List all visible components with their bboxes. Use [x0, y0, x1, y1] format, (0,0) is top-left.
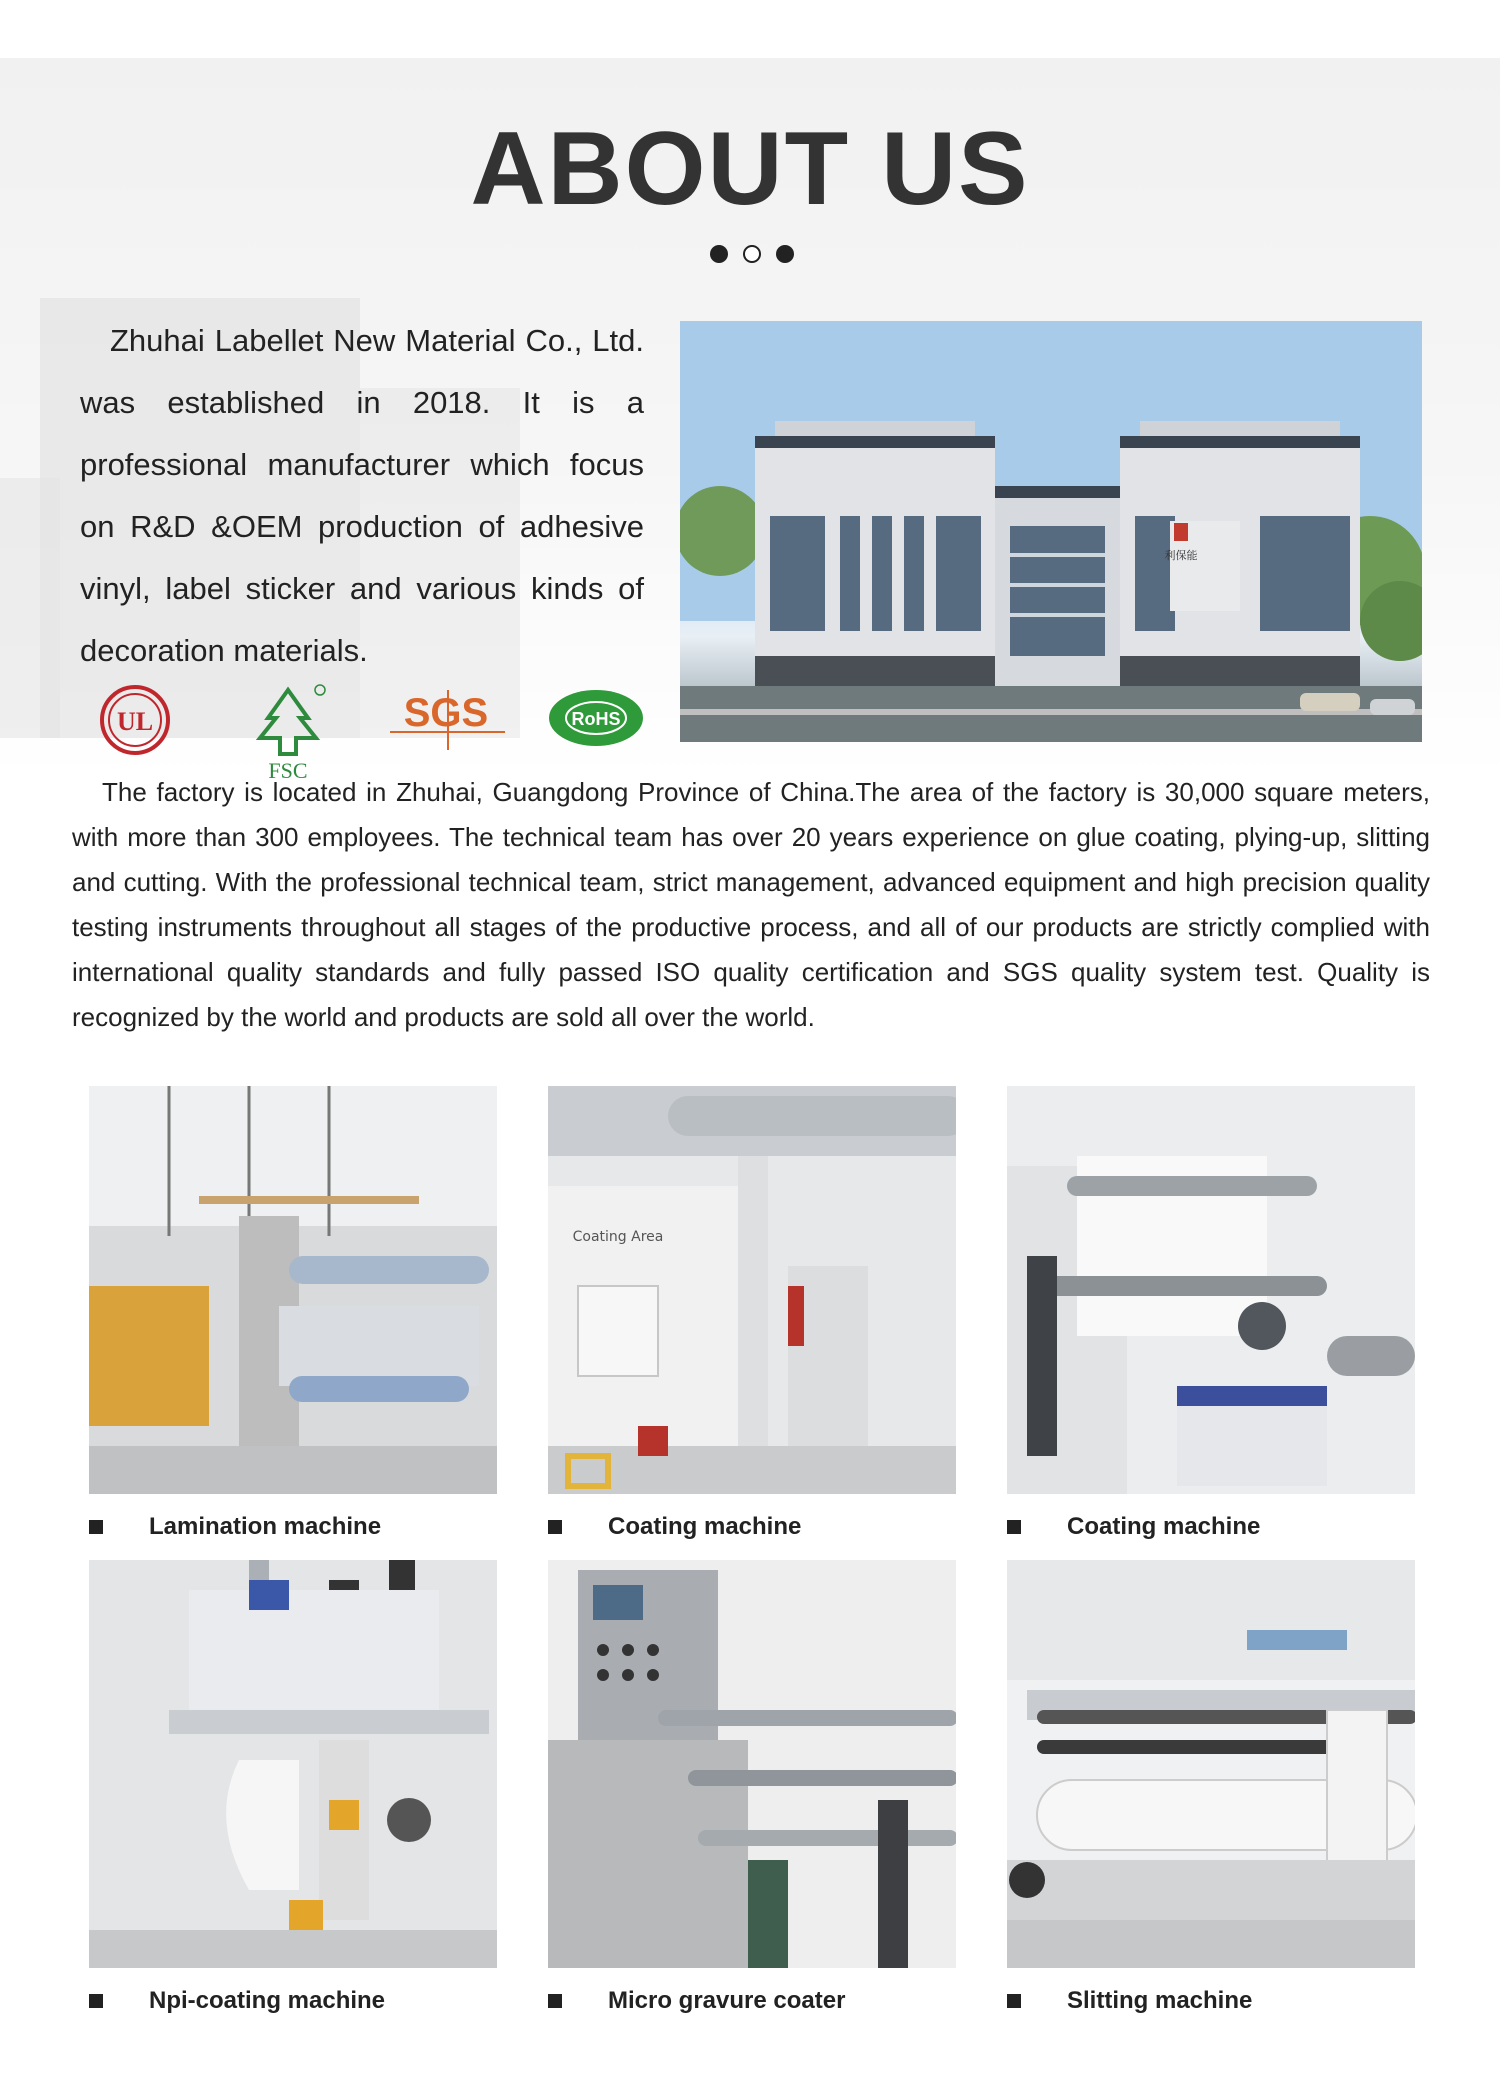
rohs-logo-text: RoHS — [571, 709, 621, 729]
npi-coating-machine-photo — [89, 1560, 497, 1968]
page-title: ABOUT US — [470, 111, 1030, 227]
machine-caption — [548, 1987, 845, 2015]
caption-bullet — [89, 1994, 103, 2008]
caption-text: Micro gravure coater — [608, 1987, 846, 2014]
lamination-machine-illustration — [89, 1086, 497, 1494]
building-illustration — [680, 321, 1422, 742]
coating-machine-illustration — [1007, 1086, 1415, 1494]
divider-dot-hollow — [743, 245, 761, 263]
building-sign-text: 利保能 — [1164, 549, 1198, 562]
machine-caption — [1007, 1513, 1260, 1541]
lamination-machine-photo — [89, 1086, 497, 1494]
ul-logo — [102, 687, 168, 753]
factory-description: The factory is located in Zhuhai, Guangdong Province of China.The area of the factory is 30,000 square meters, with more than 300 employees. The technical team has over 20 years experience on glue coating, plying-up, slitting and cutting. With the professional technical team, strict management, advanced equipment and high precision quality testing instruments throughout all stages of the productive process, and all of our products are strictly complied with international quality standards and fully passed ISO quality certification and SGS quality system test. Quality is recognized by the world and products are sold all over the world. — [72, 777, 1430, 1032]
npi-coating-illustration — [89, 1560, 497, 1968]
certification-logos — [90, 680, 670, 780]
company-intro: Zhuhai Labellet New Material Co., Ltd. was established in 2018. It is a professional manufacturer which focus on R&D &OEM production of adhesive vinyl, label sticker and various kinds of decoration materials. — [80, 323, 644, 668]
sgs-logo-text: SGS — [403, 691, 489, 735]
slitting-machine-illustration — [1007, 1560, 1415, 1968]
factory-building-photo — [680, 321, 1422, 742]
divider-dot — [776, 245, 794, 263]
fsc-logo — [260, 685, 325, 780]
caption-text: Coating machine — [608, 1513, 802, 1540]
machine-caption — [89, 1987, 385, 2015]
top-strip — [0, 0, 1500, 58]
machine-caption — [548, 1513, 801, 1541]
micro-gravure-coater-photo — [548, 1560, 956, 1968]
coating-area-illustration — [548, 1086, 956, 1494]
coating-machine-photo-1 — [548, 1086, 956, 1494]
caption-text: Coating machine — [1067, 1513, 1261, 1540]
caption-bullet — [548, 1520, 562, 1534]
slitting-machine-photo — [1007, 1560, 1415, 1968]
micro-gravure-illustration — [548, 1560, 956, 1968]
divider-dot — [710, 245, 728, 263]
ul-logo-text: UL — [116, 707, 154, 736]
caption-text: Lamination machine — [149, 1513, 382, 1540]
caption-bullet — [89, 1520, 103, 1534]
caption-text: Npi-coating machine — [149, 1987, 386, 2014]
section-divider-dots — [710, 245, 794, 263]
machine-caption — [89, 1513, 381, 1541]
coating-machine-photo-2 — [1007, 1086, 1415, 1494]
caption-bullet — [1007, 1520, 1021, 1534]
caption-bullet — [1007, 1994, 1021, 2008]
cert-logo-row — [90, 680, 670, 780]
rohs-logo — [549, 690, 643, 746]
caption-bullet — [548, 1994, 562, 2008]
coating-area-wall-text: Coating Area — [572, 1229, 664, 1245]
caption-text: Slitting machine — [1067, 1987, 1253, 2014]
sgs-logo — [390, 690, 505, 750]
fsc-logo-text: FSC — [268, 758, 308, 780]
machine-caption — [1007, 1987, 1252, 2015]
